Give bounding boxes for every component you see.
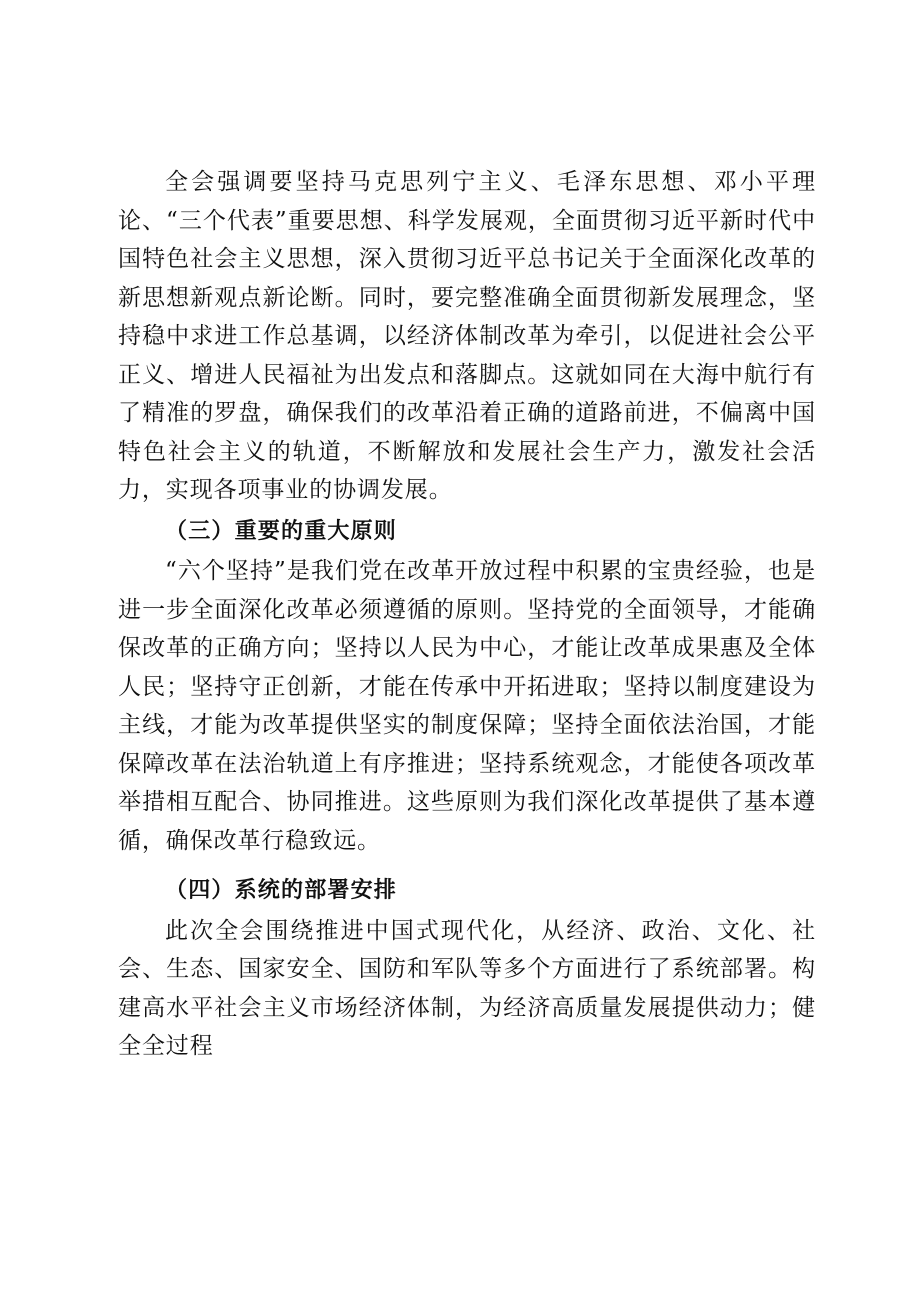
section-heading-principles: （三）重要的重大原则 — [165, 518, 398, 544]
paragraph-six-principles: “六个坚持”是我们党在改革开放过程中积累的宝贵经验，也是进一步全面深化改革必须遵循的原则。坚持党的全面领导，才能确保改革的正确方向；坚持以人民为中心，才能让改革成果惠及全体人民；坚持守正创新，才能在传承中开拓进取；坚持以制度建设为主线，才能为改革提供坚实的制度保障；坚持全面依法治国，才能保障改革在法治轨道上有序推进；坚持系统观念，才能使各项改革举措相互配合、协同推进。这些原则为我们深化改革提供了基本遵循，确保改革行稳致远。 — [118, 558, 816, 854]
document-body — [118, 163, 816, 1066]
section-heading-deployment: （四）系统的部署安排 — [165, 878, 398, 903]
paragraph-deployment: 此次全会围绕推进中国式现代化，从经济、政治、文化、社会、生态、国家安全、国防和军队等多个方面进行了系统部署。构建高水平社会主义市场经济体制，为经济高质量发展提供动力；健全全过程 — [118, 917, 816, 1059]
paragraph-guiding-thought: 全会强调要坚持马克思列宁主义、毛泽东思想、邓小平理论、“三个代表”重要思想、科学发展观，全面贯彻习近平新时代中国特色社会主义思想，深入贯彻习近平总书记关于全面深化改革的新思想新观点新论断。同时，要完整准确全面贯彻新发展理念，坚持稳中求进工作总基调，以经济体制改革为牵引，以促进社会公平正义、增进人民福祉为出发点和落脚点。这就如同在大海中航行有了精准的罗盘，确保我们的改革沿着正确的道路前进，不偏离中国特色社会主义的轨道，不断解放和发展社会生产力，激发社会活力，实现各项事业的协调发展。 — [118, 169, 816, 503]
